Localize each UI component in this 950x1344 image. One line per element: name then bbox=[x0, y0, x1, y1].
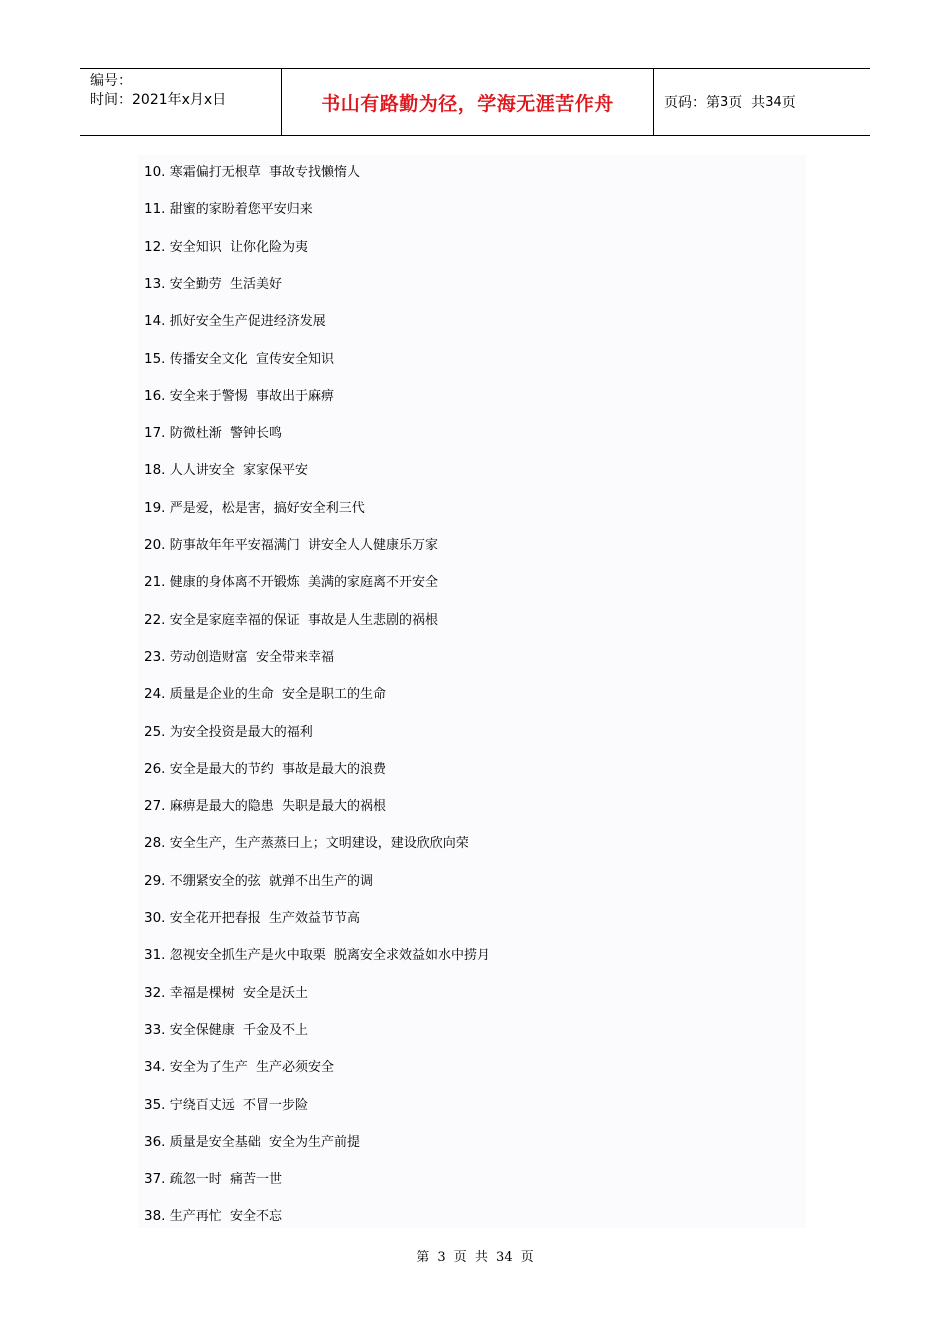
page-footer: 第 3 页 共 34 页 bbox=[416, 1250, 534, 1265]
list-item bbox=[144, 723, 313, 742]
item-number: 22. bbox=[144, 611, 166, 628]
item-number: 34. bbox=[144, 1059, 166, 1076]
list-item bbox=[144, 1021, 308, 1040]
item-number: 10. bbox=[144, 164, 166, 180]
item-text: 疏忽一时 痛苦一世 bbox=[169, 1172, 283, 1188]
item-text: 安全花开把春报 生产效益节节高 bbox=[169, 911, 361, 926]
item-text: 安全知识 让你化险为夷 bbox=[169, 239, 309, 255]
page-prefix: 页码：第 bbox=[664, 95, 720, 111]
item-text: 安全来于警惕 事故出于麻痹 bbox=[169, 388, 335, 404]
item-number: 12. bbox=[144, 238, 166, 255]
item-text: 严是爱，松是害，搞好安全利三代 bbox=[169, 500, 365, 516]
item-number: 16. bbox=[144, 387, 166, 404]
list-item bbox=[144, 1207, 282, 1226]
item-text: 宁绕百丈远 不冒一步险 bbox=[169, 1097, 309, 1113]
item-text: 麻痹是最大的隐患 失职是最大的祸根 bbox=[169, 799, 387, 815]
item-text: 安全是最大的节约 事故是最大的浪费 bbox=[169, 761, 387, 777]
item-text: 安全为了生产 生产必须安全 bbox=[169, 1060, 335, 1076]
item-number: 36. bbox=[144, 1133, 166, 1150]
item-number: 26. bbox=[144, 760, 166, 777]
header-page-info bbox=[654, 69, 870, 135]
item-text: 安全保健康 千金及不上 bbox=[169, 1022, 309, 1038]
item-number: 27. bbox=[144, 798, 166, 815]
item-number: 19. bbox=[144, 499, 166, 516]
list-item bbox=[144, 499, 365, 518]
item-number: 21. bbox=[144, 574, 166, 591]
list-item bbox=[144, 424, 282, 443]
item-text: 劳动创造财富 安全带来幸福 bbox=[169, 649, 335, 665]
item-number: 28. bbox=[144, 835, 166, 852]
item-text: 抓好安全生产促进经济发展 bbox=[169, 314, 326, 330]
item-number: 38. bbox=[144, 1208, 166, 1225]
item-number: 11. bbox=[144, 201, 166, 218]
list-item bbox=[144, 1133, 360, 1152]
item-text: 健康的身体离不开锻炼 美满的家庭离不开安全 bbox=[169, 575, 439, 591]
list-item bbox=[144, 350, 334, 369]
item-number: 31. bbox=[144, 947, 166, 964]
number-label: 编号： bbox=[90, 73, 132, 89]
list-item bbox=[144, 760, 386, 779]
list-item bbox=[144, 1096, 308, 1115]
page-middle: 页 共 bbox=[728, 95, 766, 111]
item-number: 25. bbox=[144, 723, 166, 740]
item-text: 安全生产，生产蒸蒸曰上；文明建设，建设欣欣向荣 bbox=[169, 836, 469, 852]
list-item bbox=[144, 275, 282, 294]
list-item bbox=[144, 797, 386, 816]
list-item bbox=[144, 163, 360, 182]
item-text: 忽视安全抓生产是火中取栗 脱离安全求效益如水中捞月 bbox=[169, 948, 491, 964]
page-total: 34 bbox=[765, 94, 782, 110]
slogan-list bbox=[138, 155, 806, 1228]
item-number: 18. bbox=[144, 462, 166, 479]
item-text: 防微杜渐 警钟长鸣 bbox=[169, 426, 283, 442]
header-meta bbox=[80, 69, 282, 135]
item-number: 35. bbox=[144, 1096, 166, 1113]
time-line bbox=[90, 91, 281, 110]
item-text: 安全勤劳 生活美好 bbox=[169, 276, 283, 292]
item-text: 寒霜偏打无根草 事故专找懒惰人 bbox=[169, 165, 361, 180]
item-text: 人人讲安全 家家保平安 bbox=[169, 463, 309, 479]
list-item bbox=[144, 573, 438, 592]
item-number: 13. bbox=[144, 275, 166, 292]
item-number: 33. bbox=[144, 1021, 166, 1038]
header-motto: 书山有路勤为径，学海无涯苦作舟 bbox=[282, 69, 654, 135]
item-number: 20. bbox=[144, 537, 166, 553]
item-number: 15. bbox=[144, 350, 166, 367]
item-number: 24. bbox=[144, 686, 166, 703]
list-item bbox=[144, 238, 308, 257]
item-number: 23. bbox=[144, 648, 166, 665]
item-text: 甜蜜的家盼着您平安归来 bbox=[169, 202, 313, 218]
item-number: 37. bbox=[144, 1171, 166, 1188]
list-item bbox=[144, 200, 313, 219]
item-text: 防事故年年平安福满门 讲安全人人健康乐万家 bbox=[169, 538, 439, 553]
item-text: 质量是企业的生命 安全是职工的生命 bbox=[169, 687, 387, 703]
list-item bbox=[144, 1058, 334, 1077]
time-value: 2021年x月x日 bbox=[132, 92, 227, 108]
item-number: 30. bbox=[144, 910, 166, 926]
item-number: 32. bbox=[144, 984, 166, 1001]
page-suffix: 页 bbox=[781, 95, 796, 111]
list-item bbox=[144, 1170, 282, 1189]
item-text: 质量是安全基础 安全为生产前提 bbox=[169, 1134, 361, 1150]
item-text: 传播安全文化 宣传安全知识 bbox=[169, 351, 335, 367]
list-item bbox=[144, 536, 438, 555]
list-item bbox=[144, 909, 360, 928]
list-item bbox=[144, 685, 386, 704]
list-item bbox=[144, 872, 373, 891]
time-label: 时间： bbox=[90, 92, 132, 108]
page-current: 3 bbox=[720, 94, 729, 110]
item-number: 29. bbox=[144, 872, 166, 889]
item-text: 幸福是棵树 安全是沃土 bbox=[169, 985, 309, 1001]
list-item bbox=[144, 946, 490, 965]
item-text: 生产再忙 安全不忘 bbox=[169, 1209, 283, 1225]
list-item bbox=[144, 611, 438, 630]
list-item bbox=[144, 461, 308, 480]
list-item bbox=[144, 312, 326, 331]
list-item bbox=[144, 834, 469, 853]
item-text: 不绷紧安全的弦 就弹不出生产的调 bbox=[169, 873, 374, 889]
item-text: 为安全投资是最大的福利 bbox=[169, 724, 313, 740]
list-item bbox=[144, 984, 308, 1003]
list-item bbox=[144, 387, 334, 406]
item-number: 17. bbox=[144, 425, 166, 442]
list-item bbox=[144, 648, 334, 667]
item-text: 安全是家庭幸福的保证 事故是人生悲剧的祸根 bbox=[169, 612, 439, 628]
page-header bbox=[80, 68, 870, 136]
item-number: 14. bbox=[144, 313, 166, 330]
